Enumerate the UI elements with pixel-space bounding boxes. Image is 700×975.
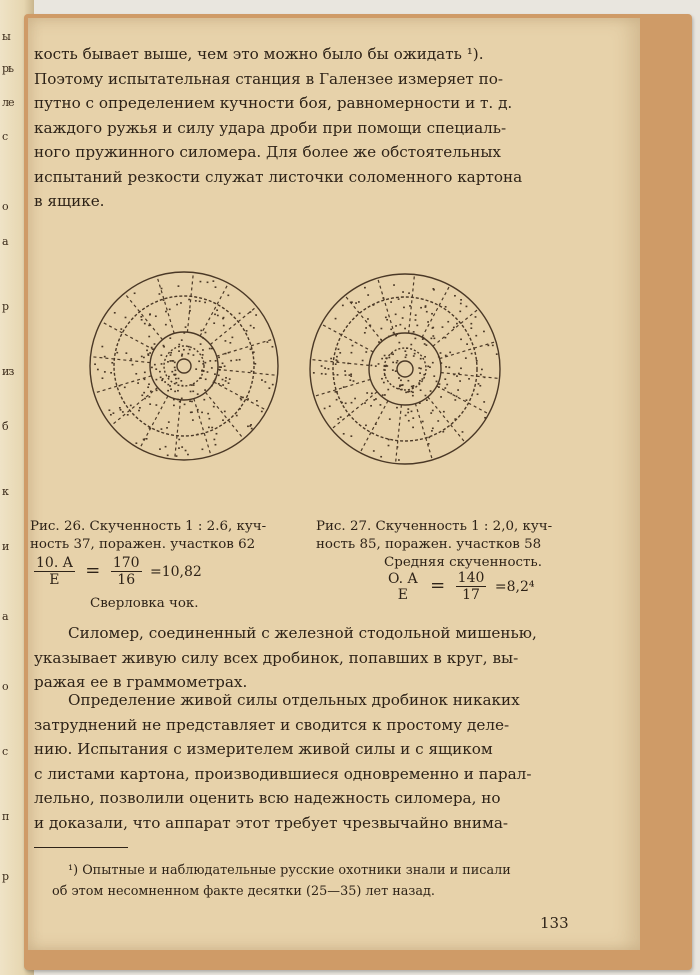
page-number: 133 xyxy=(540,914,569,932)
formula-fraction xyxy=(456,570,487,603)
text-line: Поэтому испытательная станция в Галензее измеряет по- xyxy=(34,69,504,88)
left-page-fragment: о xyxy=(2,680,8,693)
paragraph-3 xyxy=(34,688,632,835)
figure-26-caption xyxy=(30,518,266,554)
text-line: ного пружинного силомера. Для более же обстоятельных xyxy=(34,143,501,161)
fraction-denominator: E xyxy=(397,586,408,603)
footnote xyxy=(34,860,632,902)
text-line: Силомер, соединенный с железной стодольной мишенью, xyxy=(68,624,537,642)
figure-26-subcaption: Сверловка чок. xyxy=(90,596,199,611)
left-page-fragment: ы xyxy=(2,30,10,43)
formula-result: =10,82 xyxy=(150,563,202,580)
left-page-fragment: о xyxy=(2,200,8,213)
fraction-denominator: E xyxy=(49,572,60,588)
caption-line: ность 37, поражен. участков 62 xyxy=(30,537,256,552)
figure-26-formula xyxy=(34,555,202,588)
fraction-denominator: 16 xyxy=(117,572,136,588)
text-line: указывает живую силу всех дробинок, попавших в круг, вы- xyxy=(34,648,519,667)
caption-line: Рис. 26. Скученность 1 : 2.6, куч- xyxy=(30,519,267,534)
fraction-denominator: 17 xyxy=(462,587,480,603)
left-page-fragment: ле xyxy=(2,96,14,109)
figure-27-caption xyxy=(316,518,552,572)
caption-line: Средняя скученность. xyxy=(384,555,542,570)
figure-27-formula xyxy=(386,570,534,603)
footnote-line: об этом несомненном факте десятки (25—35) лет назад. xyxy=(52,884,435,899)
caption-line: ность 85, поражен. участков 58 xyxy=(316,537,542,552)
left-page-fragment: п xyxy=(2,810,9,823)
text-line: кость бывает выше, чем это можно было бы ожидать ¹). xyxy=(34,45,484,63)
top-paragraph xyxy=(34,42,632,214)
formula-result: =8,2⁴ xyxy=(494,578,535,595)
fraction-numerator: 10. A xyxy=(36,555,73,571)
left-page-fragment: а xyxy=(2,610,8,623)
text-line: ражая ее в граммометрах. xyxy=(34,673,248,691)
fraction-numerator: O. A xyxy=(388,570,418,587)
figure-27-target-pattern xyxy=(306,270,504,468)
left-page-fragment: а xyxy=(2,235,8,248)
text-line: лельно, позволили оценить всю надежность силомера, но xyxy=(34,789,501,807)
text-line: Определение живой силы отдельных дробинок никаких xyxy=(68,691,520,709)
left-page-fragment: и xyxy=(2,540,9,553)
footnote-divider xyxy=(34,847,128,848)
formula-fraction xyxy=(386,571,420,603)
left-page-fragment: с xyxy=(2,745,8,758)
text-line: и доказали, что аппарат этот требует чрезвычайно внима- xyxy=(34,813,509,832)
text-line: испытаний резкости служат листочки соломенного картона xyxy=(34,167,523,186)
text-line: каждого ружья и силу удара дроби при помощи специаль- xyxy=(34,118,507,137)
left-page-fragment: р xyxy=(2,870,9,883)
footnote-line: ¹) Опытные и наблюдательные русские охотники знали и писали xyxy=(68,863,511,878)
equals-sign: = xyxy=(430,574,446,596)
left-page-fragment: б xyxy=(2,420,8,433)
left-page-fragment: из xyxy=(2,365,14,378)
text-line: с листами картона, производившиеся одновременно и парал- xyxy=(34,764,532,783)
formula-fraction xyxy=(111,555,142,588)
left-page-fragment: к xyxy=(2,485,8,498)
equals-sign: = xyxy=(85,559,101,581)
fraction-numerator: 170 xyxy=(112,555,140,571)
book-page xyxy=(28,18,640,950)
text-line: путно с определением кучности боя, равномерности и т. д. xyxy=(34,94,513,112)
caption-line: Рис. 27. Скученность 1 : 2,0, куч- xyxy=(316,519,553,534)
text-line: затруднений не представляет и сводится к простому деле- xyxy=(34,715,510,734)
formula-fraction xyxy=(34,555,75,588)
text-line: нию. Испытания с измерителем живой силы и с ящиком xyxy=(34,740,493,758)
figure-26-target-pattern xyxy=(86,268,282,464)
left-page-fragment: р xyxy=(2,300,9,313)
left-page-fragment: с xyxy=(2,130,8,143)
paragraph-2 xyxy=(34,621,632,695)
text-line: в ящике. xyxy=(34,192,105,210)
fraction-numerator: 140 xyxy=(457,570,485,586)
left-page-fragment: рь xyxy=(2,62,14,75)
